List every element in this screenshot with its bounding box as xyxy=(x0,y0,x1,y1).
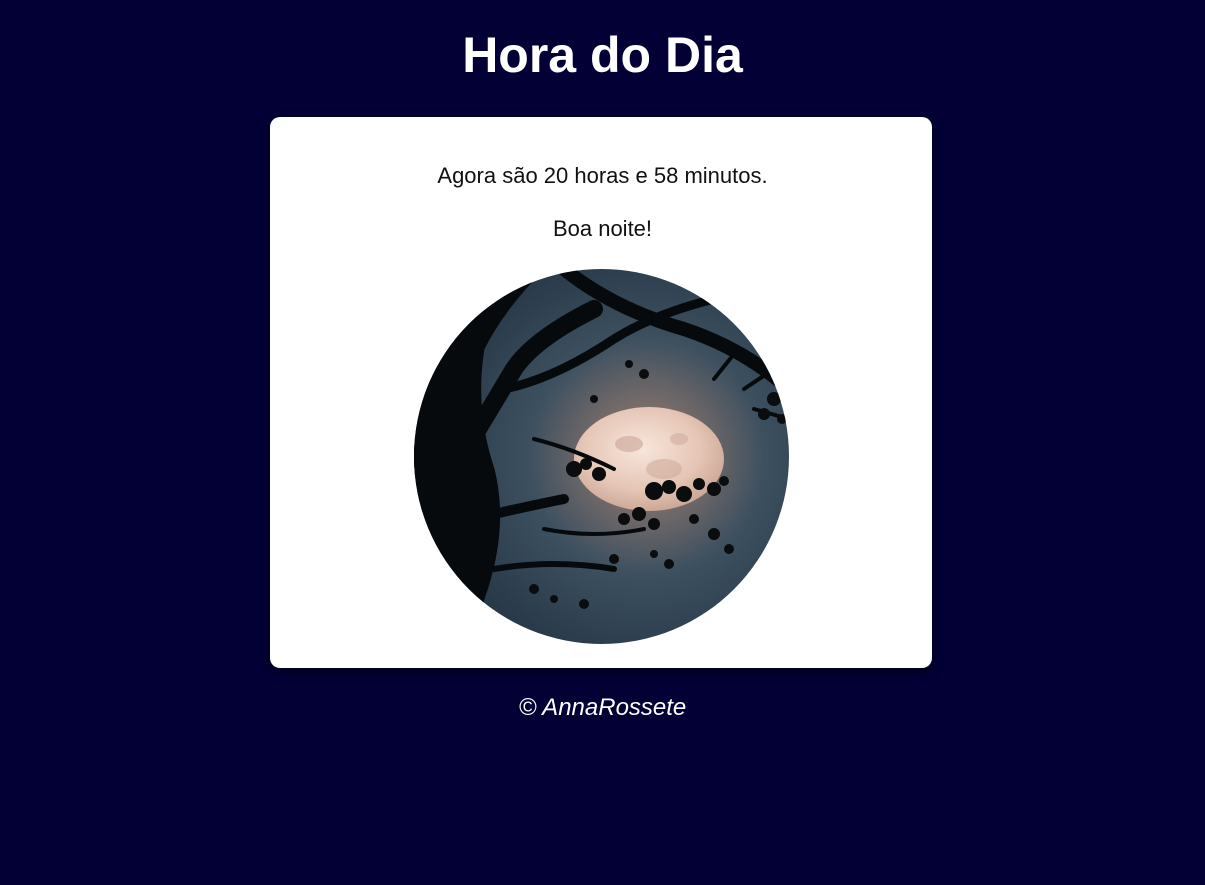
moon-tree-illustration xyxy=(414,269,789,644)
copyright-credit: © AnnaRossete xyxy=(518,694,687,721)
time-message: Agora são 20 horas e 58 minutos. xyxy=(437,163,768,188)
night-moon-image xyxy=(414,269,789,644)
greeting-message: Boa noite! xyxy=(552,216,653,241)
page-title: Hora do Dia xyxy=(462,27,743,83)
